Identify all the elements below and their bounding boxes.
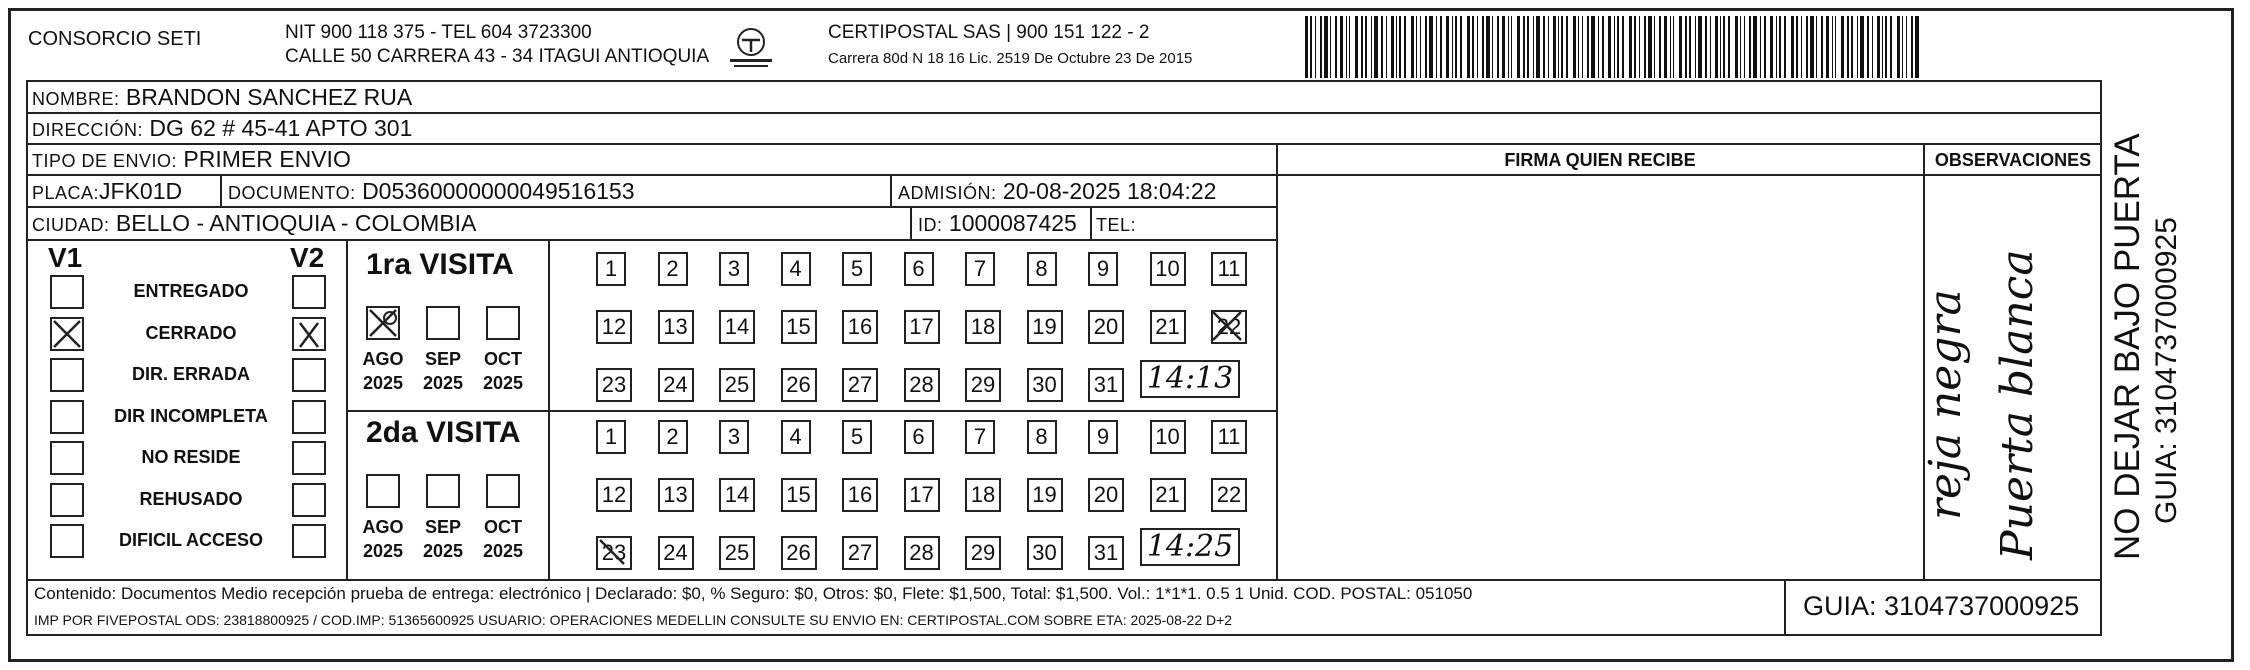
barcode-bar	[1477, 16, 1478, 78]
barcode-bar	[1310, 16, 1312, 78]
barcode-bar	[1644, 16, 1646, 78]
documento-value: D05360000000049516153	[362, 178, 635, 204]
barcode-bar	[1776, 16, 1777, 78]
barcode-bar	[1543, 16, 1545, 78]
firma-header: FIRMA QUIEN RECIBE	[1504, 150, 1696, 170]
v2-checkbox[interactable]	[292, 483, 326, 517]
day-box-23[interactable]: 23	[596, 368, 632, 402]
rule	[890, 174, 892, 207]
year-label: 2025	[482, 541, 524, 561]
barcode-bar	[1374, 16, 1378, 78]
barcode-bar	[1335, 16, 1337, 78]
barcode-bar	[1582, 16, 1583, 78]
barcode-bar	[1860, 16, 1864, 78]
day-box-13[interactable]: 13	[658, 478, 694, 512]
day-box-16[interactable]: 16	[842, 478, 878, 512]
year-label: 2025	[362, 373, 404, 393]
barcode-bar	[1573, 16, 1576, 78]
status-option-label: DIFICIL ACCESO	[118, 530, 263, 550]
barcode-bar	[1399, 16, 1401, 78]
barcode-bar	[1446, 16, 1449, 78]
v2-checkbox[interactable]	[292, 358, 326, 392]
barcode-bar	[1689, 16, 1691, 78]
day-box-17[interactable]: 17	[904, 478, 940, 512]
day-box-8[interactable]: 8	[1027, 420, 1057, 454]
day-box-22[interactable]: 22	[1211, 310, 1247, 344]
ciudad-row	[32, 208, 476, 240]
day-box-7[interactable]: 7	[965, 252, 995, 286]
barcode-bar	[1381, 16, 1383, 78]
barcode-bar	[1416, 16, 1417, 78]
day-box-29[interactable]: 29	[965, 536, 1001, 570]
barcode-bar	[1455, 16, 1457, 78]
day-box-28[interactable]: 28	[904, 536, 940, 570]
barcode-bar	[1698, 16, 1702, 78]
barcode-bar	[1386, 16, 1387, 78]
day-box-4[interactable]: 4	[781, 420, 811, 454]
day-box-11[interactable]: 11	[1211, 420, 1247, 454]
day-mark	[1209, 308, 1249, 346]
barcode-bar	[1906, 16, 1907, 78]
barcode-bar	[1779, 16, 1781, 78]
barcode-bar	[1330, 16, 1331, 78]
status-option-label: NO RESIDE	[141, 447, 241, 467]
barcode-bar	[1897, 16, 1900, 78]
year-label: 2025	[422, 541, 464, 561]
day-box-20[interactable]: 20	[1088, 478, 1124, 512]
barcode-bar	[1791, 16, 1794, 78]
barcode-bar	[1320, 16, 1322, 78]
barcode-bar	[1536, 16, 1540, 78]
day-box-1[interactable]: 1	[596, 252, 626, 286]
contenido-text: Contenido: Documentos Medio recepción prueba de entrega: electrónico | Declarado: $0, % Seguro: $0, Otros: $0, Flete: $1,500, Total: $1,500. Vol.: 1*1*1. 0.5 1 Unid. COD. POSTAL: 051050	[34, 584, 1473, 603]
barcode-bar	[1659, 16, 1661, 78]
first-visit-time[interactable]: 14:13	[1140, 360, 1240, 398]
barcode-bar	[1679, 16, 1682, 78]
v1-checkbox[interactable]	[50, 524, 84, 558]
barcode-bar	[1452, 16, 1453, 78]
day-box-18[interactable]: 18	[965, 478, 1001, 512]
tipo-row	[32, 144, 351, 176]
v1-checkbox[interactable]	[50, 275, 84, 309]
ciudad-label: CIUDAD:	[32, 215, 110, 235]
rule	[910, 206, 912, 240]
day-box-25[interactable]: 25	[719, 536, 755, 570]
barcode-bar	[1670, 16, 1671, 78]
admision-row	[898, 176, 1216, 208]
month-label: OCT	[484, 517, 522, 537]
day-box-23[interactable]: 23	[596, 536, 632, 570]
rule	[2100, 80, 2102, 635]
year-label: 2025	[362, 541, 404, 561]
month-label: OCT	[484, 349, 522, 369]
day-box-20[interactable]: 20	[1088, 310, 1124, 344]
status-option-label: ENTREGADO	[133, 281, 249, 301]
barcode-bar	[1411, 16, 1414, 78]
barcode-bar	[1591, 16, 1595, 78]
barcode-bar	[1305, 16, 1308, 78]
day-box-7[interactable]: 7	[965, 420, 995, 454]
barcode-bar	[1654, 16, 1655, 78]
barcode-bar	[1749, 16, 1751, 78]
direccion-label: DIRECCIÓN:	[32, 120, 144, 140]
day-box-13[interactable]: 13	[658, 310, 694, 344]
observation-1: reja negra	[1920, 289, 1971, 520]
month-label: SEP	[424, 517, 462, 537]
barcode-bar	[1764, 16, 1766, 78]
day-box-25[interactable]: 25	[719, 368, 755, 402]
day-box-10[interactable]: 10	[1150, 420, 1186, 454]
day-box-4[interactable]: 4	[781, 252, 811, 286]
certipostal-sub: Carrera 80d N 18 16 Lic. 2519 De Octubre 23 De 2015	[828, 50, 1193, 67]
barcode-bar	[1396, 16, 1397, 78]
day-box-28[interactable]: 28	[904, 368, 940, 402]
day-box-14[interactable]: 14	[719, 478, 755, 512]
barcode-bar	[1440, 16, 1442, 78]
month-checkbox[interactable]	[426, 306, 460, 340]
status-option-label: DIR. ERRADA	[131, 364, 250, 384]
day-box-16[interactable]: 16	[842, 310, 878, 344]
barcode-bar	[1629, 16, 1632, 78]
day-box-10[interactable]: 10	[1150, 252, 1186, 286]
rule	[1276, 143, 1278, 580]
v2-checkbox[interactable]	[292, 441, 326, 475]
address-line: CALLE 50 CARRERA 43 - 34 ITAGUI ANTIOQUIA	[285, 46, 710, 67]
barcode-bar	[1425, 16, 1427, 78]
barcode-bar	[1806, 16, 1808, 78]
day-box-24[interactable]: 24	[658, 536, 694, 570]
day-box-9[interactable]: 9	[1088, 420, 1118, 454]
direccion-row	[32, 113, 412, 145]
barcode-bar	[1482, 16, 1484, 78]
barcode-bar	[1527, 16, 1529, 78]
day-box-21[interactable]: 21	[1150, 310, 1186, 344]
barcode-bar	[1705, 16, 1707, 78]
day-box-19[interactable]: 19	[1027, 478, 1063, 512]
barcode-bar	[1753, 16, 1757, 78]
barcode-bar	[1664, 16, 1667, 78]
day-mark	[594, 534, 634, 572]
barcode-bar	[1760, 16, 1761, 78]
barcode-bar	[1622, 16, 1624, 78]
barcode-bar	[1735, 16, 1738, 78]
day-box-24[interactable]: 24	[658, 368, 694, 402]
day-box-15[interactable]: 15	[781, 478, 817, 512]
barcode-bar	[1508, 16, 1509, 78]
v1-checkbox[interactable]	[50, 400, 84, 434]
barcode-bar	[1695, 16, 1696, 78]
day-box-12[interactable]: 12	[596, 478, 632, 512]
barcode-bar	[1851, 16, 1853, 78]
barcode-bar	[1915, 16, 1919, 78]
barcode-bar	[1502, 16, 1505, 78]
status-option-label: REHUSADO	[139, 488, 243, 509]
admision-value: 20-08-2025 18:04:22	[1002, 178, 1217, 204]
barcode-bar	[1867, 16, 1869, 78]
imp-text: IMP POR FIVEPOSTAL ODS: 23818800925 / COD.IMP: 51365600925 USUARIO: OPERACIONES MEDELLIN CONSULTE SU ENVIO EN: CERTIPOSTAL.COM SOBRE ETA: 2025-08-22 D+2	[34, 612, 1233, 628]
day-box-6[interactable]: 6	[904, 420, 934, 454]
barcode	[1305, 16, 1925, 78]
day-box-12[interactable]: 12	[596, 310, 632, 344]
day-box-27[interactable]: 27	[842, 536, 878, 570]
placa-row	[32, 176, 182, 208]
day-box-18[interactable]: 18	[965, 310, 1001, 344]
barcode-bar	[1890, 16, 1892, 78]
barcode-bar	[1361, 16, 1363, 78]
barcode-bar	[1598, 16, 1599, 78]
barcode-bar	[1673, 16, 1674, 78]
side-warning: NO DEJAR BAJO PUERTA	[2108, 133, 2147, 560]
barcode-bar	[1460, 16, 1462, 78]
barcode-bar	[1587, 16, 1589, 78]
barcode-bar	[1685, 16, 1687, 78]
barcode-bar	[1553, 16, 1556, 78]
barcode-bar	[1315, 16, 1316, 78]
day-box-5[interactable]: 5	[842, 252, 872, 286]
company-name: CONSORCIO SETI	[28, 28, 202, 50]
day-box-3[interactable]: 3	[719, 420, 749, 454]
barcode-bar	[1492, 16, 1493, 78]
barcode-bar	[1548, 16, 1549, 78]
second-visit-title: 2da VISITA	[366, 416, 521, 449]
day-box-22[interactable]: 22	[1211, 478, 1247, 512]
footer-guia: GUIA: 3104737000925	[1803, 591, 2080, 621]
day-box-26[interactable]: 26	[781, 536, 817, 570]
v1-checkbox[interactable]	[50, 317, 84, 351]
barcode-bar	[1821, 16, 1823, 78]
barcode-bar	[1349, 16, 1350, 78]
day-box-19[interactable]: 19	[1027, 310, 1063, 344]
barcode-bar	[1561, 16, 1563, 78]
day-box-29[interactable]: 29	[965, 368, 1001, 402]
barcode-bar	[1911, 16, 1913, 78]
nombre-row	[32, 82, 412, 114]
barcode-bar	[1720, 16, 1721, 78]
certipostal-line: CERTIPOSTAL SAS | 900 151 122 - 2	[828, 22, 1150, 43]
barcode-bar	[1566, 16, 1568, 78]
rule	[26, 579, 2101, 581]
id-value: 1000087425	[948, 210, 1077, 236]
barcode-bar	[1533, 16, 1534, 78]
day-box-9[interactable]: 9	[1088, 252, 1118, 286]
day-box-27[interactable]: 27	[842, 368, 878, 402]
barcode-bar	[1826, 16, 1829, 78]
v2-label: V2	[290, 242, 325, 273]
barcode-bar	[1728, 16, 1730, 78]
day-box-30[interactable]: 30	[1027, 368, 1063, 402]
day-box-6[interactable]: 6	[904, 252, 934, 286]
barcode-bar	[1436, 16, 1437, 78]
barcode-bar	[1511, 16, 1512, 78]
status-option-label: CERRADO	[145, 322, 237, 343]
nombre-label: NOMBRE:	[32, 89, 120, 109]
nit-line: NIT 900 118 375 - TEL 604 3723300	[285, 22, 592, 43]
side-guia: GUIA: 3104737000925	[2150, 217, 2183, 524]
day-box-31[interactable]: 31	[1088, 368, 1124, 402]
v1-label: V1	[48, 242, 83, 273]
tel-label: TEL:	[1096, 215, 1137, 235]
barcode-bar	[1578, 16, 1579, 78]
day-box-3[interactable]: 3	[719, 252, 749, 286]
month-label: AGO	[362, 349, 404, 369]
day-box-17[interactable]: 17	[904, 310, 940, 344]
barcode-bar	[1404, 16, 1406, 78]
barcode-bar	[1723, 16, 1725, 78]
certipostal-logo	[727, 24, 775, 72]
barcode-bar	[1740, 16, 1741, 78]
barcode-bar	[1885, 16, 1887, 78]
documento-label: DOCUMENTO:	[228, 183, 356, 203]
v2-checkbox[interactable]	[292, 400, 326, 434]
barcode-bar	[1355, 16, 1358, 78]
rule	[548, 239, 550, 579]
barcode-bar	[1472, 16, 1474, 78]
tipo-value: PRIMER ENVIO	[183, 146, 351, 172]
rule	[220, 174, 222, 207]
v1-checkbox[interactable]	[50, 358, 84, 392]
month-checkbox[interactable]	[426, 474, 460, 508]
barcode-bar	[1744, 16, 1745, 78]
day-box-2[interactable]: 2	[658, 252, 688, 286]
day-box-14[interactable]: 14	[719, 310, 755, 344]
month-label: SEP	[424, 349, 462, 369]
documento-row	[228, 176, 635, 208]
barcode-bar	[1801, 16, 1802, 78]
barcode-bar	[1340, 16, 1343, 78]
year-label: 2025	[482, 373, 524, 393]
day-box-31[interactable]: 31	[1088, 536, 1124, 570]
barcode-bar	[1770, 16, 1773, 78]
id-label: ID:	[918, 215, 943, 235]
barcode-bar	[1614, 16, 1615, 78]
barcode-bar	[1486, 16, 1490, 78]
month-checkbox[interactable]	[486, 306, 520, 340]
placa-label: PLACA:	[32, 183, 100, 203]
observaciones-header: OBSERVACIONES	[1934, 150, 2092, 170]
placa-value: JFK01D	[99, 178, 183, 204]
second-visit-time[interactable]: 14:25	[1140, 528, 1240, 566]
barcode-bar	[1784, 16, 1786, 78]
day-box-15[interactable]: 15	[781, 310, 817, 344]
barcode-bar	[1608, 16, 1611, 78]
barcode-bar	[1391, 16, 1394, 78]
barcode-bar	[1617, 16, 1619, 78]
month-label: AGO	[362, 517, 404, 537]
barcode-bar	[1420, 16, 1421, 78]
rule	[26, 80, 28, 635]
barcode-bar	[1872, 16, 1873, 78]
day-box-30[interactable]: 30	[1027, 536, 1063, 570]
barcode-bar	[1715, 16, 1718, 78]
barcode-bar	[1648, 16, 1652, 78]
day-box-1[interactable]: 1	[596, 420, 626, 454]
barcode-bar	[1832, 16, 1833, 78]
observation-2: Puerta blanca	[1992, 249, 2043, 560]
year-label: 2025	[422, 373, 464, 393]
barcode-bar	[1796, 16, 1798, 78]
barcode-bar	[1558, 16, 1559, 78]
barcode-bar	[1816, 16, 1817, 78]
v2-checkbox[interactable]	[292, 524, 326, 558]
month-checkbox[interactable]	[366, 474, 400, 508]
v1-checkbox[interactable]	[50, 441, 84, 475]
rule	[346, 239, 348, 579]
barcode-bar	[1857, 16, 1858, 78]
rule	[26, 634, 2102, 636]
day-box-8[interactable]: 8	[1027, 252, 1057, 286]
barcode-bar	[1346, 16, 1347, 78]
status-option-label: DIR INCOMPLETA	[114, 405, 268, 426]
barcode-bar	[1877, 16, 1880, 78]
barcode-bar	[1517, 16, 1520, 78]
barcode-bar	[1634, 16, 1636, 78]
day-box-5[interactable]: 5	[842, 420, 872, 454]
day-box-2[interactable]: 2	[658, 420, 688, 454]
first-visit-title: 1ra VISITA	[366, 248, 514, 281]
ciudad-value: BELLO - ANTIOQUIA - COLOMBIA	[115, 210, 477, 236]
barcode-bar	[1639, 16, 1640, 78]
month-checkbox[interactable]	[366, 306, 400, 340]
tipo-label: TIPO DE ENVIO:	[32, 151, 178, 171]
barcode-bar	[1371, 16, 1372, 78]
rule	[1276, 174, 1278, 207]
v2-checkbox[interactable]	[292, 275, 326, 309]
tel-row	[1096, 208, 1136, 240]
admision-label: ADMISIÓN:	[898, 183, 997, 203]
rule	[1090, 206, 1092, 240]
day-box-26[interactable]: 26	[781, 368, 817, 402]
barcode-bar	[1810, 16, 1814, 78]
barcode-bar	[1847, 16, 1849, 78]
barcode-bar	[1602, 16, 1604, 78]
day-box-21[interactable]: 21	[1150, 478, 1186, 512]
v1-checkbox[interactable]	[50, 483, 84, 517]
barcode-bar	[1835, 16, 1836, 78]
barcode-bar	[1902, 16, 1903, 78]
day-box-11[interactable]: 11	[1211, 252, 1247, 286]
v2-checkbox[interactable]	[292, 317, 326, 351]
barcode-bar	[1710, 16, 1711, 78]
barcode-bar	[1882, 16, 1883, 78]
barcode-bar	[1841, 16, 1844, 78]
barcode-bar	[1324, 16, 1328, 78]
barcode-bar	[1497, 16, 1499, 78]
direccion-value: DG 62 # 45-41 APTO 301	[149, 115, 413, 141]
barcode-bar	[1365, 16, 1367, 78]
nombre-value: BRANDON SANCHEZ RUA	[125, 84, 413, 110]
rule	[346, 410, 1276, 412]
barcode-bar	[1467, 16, 1470, 78]
id-row	[918, 208, 1077, 240]
barcode-bar	[1523, 16, 1525, 78]
month-checkbox[interactable]	[486, 474, 520, 508]
rule	[1784, 579, 1786, 635]
barcode-bar	[1429, 16, 1433, 78]
